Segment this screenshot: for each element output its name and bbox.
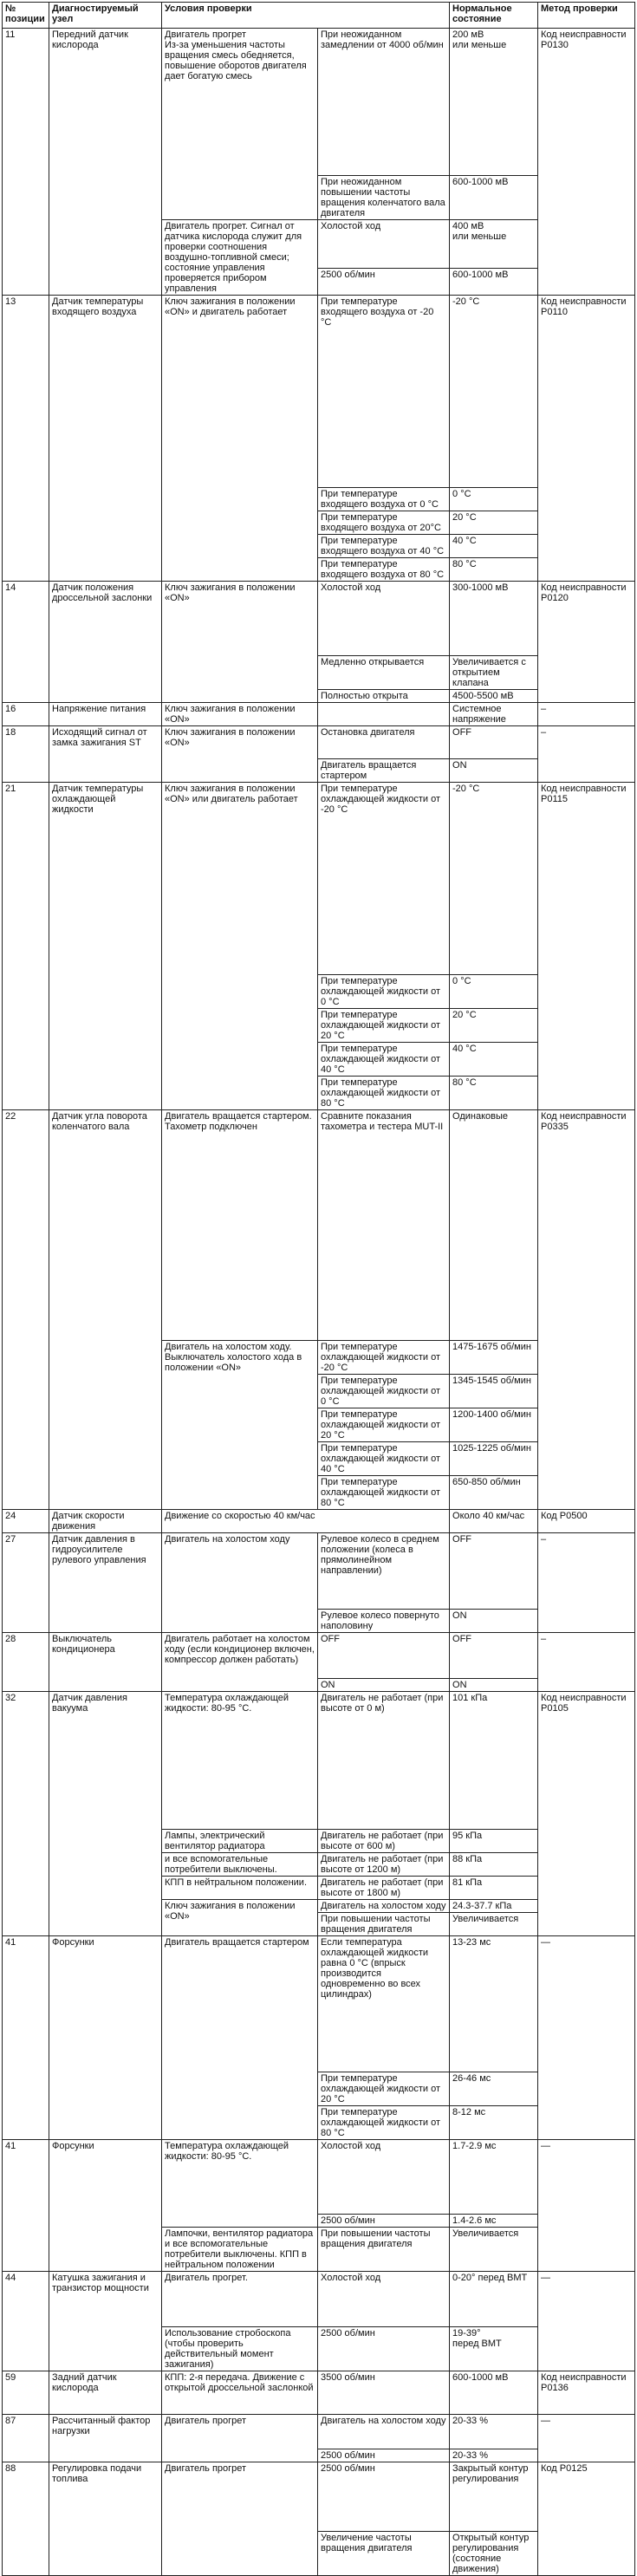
table-cell: При температуре входящего воздуха от -20 °С bbox=[318, 296, 450, 488]
table-body bbox=[3, 29, 635, 2576]
table-cell: 650-850 об/мин bbox=[450, 1476, 538, 1510]
table-cell: Код неисправности Р0130 bbox=[538, 29, 635, 296]
table-cell: При температуре охлаждающей жидкости от 20 °С bbox=[318, 1009, 450, 1043]
table-cell: Код неисправности Р0335 bbox=[538, 1110, 635, 1510]
table-cell: Холостой ход bbox=[318, 220, 450, 269]
table-cell: -20 °С bbox=[450, 783, 538, 975]
table-cell: При температуре охлаждающей жидкости от 0 °С bbox=[318, 1375, 450, 1408]
table-row bbox=[3, 703, 635, 726]
table-cell: Задний датчик кислорода bbox=[49, 2371, 162, 2415]
table-cell: При температуре охлаждающей жидкости от 20 °С bbox=[318, 2072, 450, 2106]
table-cell: Двигатель прогрет. bbox=[162, 2272, 318, 2327]
table-cell: При температуре входящего воздуха от 40 °С bbox=[318, 535, 450, 558]
table-cell: Двигатель не работает (при высоте от 0 м) bbox=[318, 1692, 450, 1830]
table-cell: При неожиданном повышении частоты вращения коленчатого вала двигателя bbox=[318, 176, 450, 220]
table-cell: Код неисправности Р0105 bbox=[538, 1692, 635, 1936]
table-cell: 20-33 % bbox=[450, 2449, 538, 2462]
table-cell: 40 °С bbox=[450, 535, 538, 558]
table-cell: Двигатель вращается стартером. Тахометр подключен bbox=[162, 1110, 318, 1341]
table-cell: Датчик положения дроссельной заслонки bbox=[49, 582, 162, 703]
table-cell: 11 bbox=[3, 29, 49, 296]
table-cell: Код неисправности Р0115 bbox=[538, 783, 635, 1110]
table-cell: Увеличение частоты вращения двигателя bbox=[318, 2532, 450, 2576]
table-header-row bbox=[3, 3, 635, 29]
table-cell: Форсунки bbox=[49, 1936, 162, 2140]
table-cell: 40 °С bbox=[450, 1043, 538, 1077]
table-cell: 28 bbox=[3, 1633, 49, 1692]
table-cell: 1475-1675 об/мин bbox=[450, 1341, 538, 1375]
table-cell: Температура охлаждающей жидкости: 80-95 °С. bbox=[162, 2140, 318, 2228]
table-cell: 2500 об/мин bbox=[318, 2462, 450, 2532]
table-cell: Двигатель работает на холостом ходу (если кондиционер включен, компрессор должен работать) bbox=[162, 1633, 318, 1692]
table-row bbox=[3, 29, 635, 176]
table-cell: Передний датчик кислорода bbox=[49, 29, 162, 296]
table-cell: При повышении частоты вращения двигателя bbox=[318, 1913, 450, 1936]
table-cell: ON bbox=[318, 1679, 450, 1692]
table-cell: При температуре охлаждающей жидкости от 0 °С bbox=[318, 975, 450, 1009]
table-cell: 1.4-2.6 мс bbox=[450, 2215, 538, 2228]
table-cell: 2500 об/мин bbox=[318, 2449, 450, 2462]
table-cell: Холостой ход bbox=[318, 2140, 450, 2215]
table-cell: 0 °С bbox=[450, 488, 538, 511]
table-cell: Полностью открыта bbox=[318, 690, 450, 703]
table-cell: Одинаковые bbox=[450, 1110, 538, 1341]
table-cell: Датчик угла поворота коленчатого вала bbox=[49, 1110, 162, 1510]
table-cell: 22 bbox=[3, 1110, 49, 1510]
table-cell: Использование стробоскопа (чтобы проверить действительный момент зажигания) bbox=[162, 2327, 318, 2371]
table-cell: Холостой ход bbox=[318, 582, 450, 656]
table-cell: 32 bbox=[3, 1692, 49, 1936]
table-row bbox=[3, 2272, 635, 2327]
table-cell: Увеличивается bbox=[450, 1913, 538, 1936]
table-cell: 2500 об/мин bbox=[318, 2215, 450, 2228]
table-cell: Код Р0500 bbox=[538, 1510, 635, 1533]
table-cell: 1.7-2.9 мс bbox=[450, 2140, 538, 2215]
table-cell: 400 мВ или меньше bbox=[450, 220, 538, 269]
table-cell: ON bbox=[450, 1610, 538, 1633]
table-cell: При температуре входящего воздуха от 0 °С bbox=[318, 488, 450, 511]
table-cell: — bbox=[538, 2272, 635, 2371]
table-cell: Двигатель не работает (при высоте от 1200 м) bbox=[318, 1853, 450, 1877]
table-cell: 26-46 мс bbox=[450, 2072, 538, 2106]
header-method: Метод проверки bbox=[538, 3, 635, 29]
table-row bbox=[3, 1510, 635, 1533]
header-unit: Диагностируемый узел bbox=[49, 3, 162, 29]
table-cell: Двигатель на холостом ходу bbox=[162, 1533, 318, 1633]
table-cell: Рассчитанный фактор нагрузки bbox=[49, 2415, 162, 2462]
table-cell: Ключ зажигания в положении «ON» bbox=[162, 1900, 318, 1936]
table-row bbox=[3, 582, 635, 656]
table-cell: 80 °С bbox=[450, 1077, 538, 1110]
table-cell: Двигатель на холостом ходу bbox=[318, 1900, 450, 1913]
table-cell: 600-1000 мВ bbox=[450, 268, 538, 295]
table-cell: 20 °С bbox=[450, 511, 538, 535]
table-cell: 87 bbox=[3, 2415, 49, 2462]
table-cell: 88 кПа bbox=[450, 1853, 538, 1877]
table-cell: Сравните показания тахометра и тестера MUT-II bbox=[318, 1110, 450, 1341]
table-cell: Датчик скорости движения bbox=[49, 1510, 162, 1533]
table-cell: Двигатель прогрет bbox=[162, 2462, 318, 2576]
table-cell: 600-1000 мВ bbox=[450, 2371, 538, 2415]
table-cell: Рулевое колесо повернуто наполовину bbox=[318, 1610, 450, 1633]
table-cell: 4500-5500 мВ bbox=[450, 690, 538, 703]
table-cell: Температура охлаждающей жидкости: 80-95 °С. bbox=[162, 1692, 318, 1830]
table-cell: и все вспомогательные потребители выключены. bbox=[162, 1853, 318, 1877]
table-cell: 44 bbox=[3, 2272, 49, 2371]
table-row bbox=[3, 296, 635, 488]
table-cell: Двигатель не работает (при высоте от 600 м) bbox=[318, 1830, 450, 1853]
table-cell: ON bbox=[450, 1679, 538, 1692]
table-row bbox=[3, 1692, 635, 1830]
table-cell: При температуре охлаждающей жидкости от 80 °С bbox=[318, 1476, 450, 1510]
table-row bbox=[3, 2371, 635, 2415]
table-cell: Двигатель не работает (при высоте от 1800 м) bbox=[318, 1877, 450, 1900]
table-cell: При температуре охлаждающей жидкости от 40 °С bbox=[318, 1442, 450, 1476]
table-cell: При повышении частоты вращения двигателя bbox=[318, 2228, 450, 2272]
table-cell: Выключатель кондиционера bbox=[49, 1633, 162, 1692]
table-cell: Двигатель вращается стартером bbox=[162, 1936, 318, 2140]
table-cell: 88 bbox=[3, 2462, 49, 2576]
table-cell: Двигатель вращается стартером bbox=[318, 759, 450, 783]
table-cell: 41 bbox=[3, 1936, 49, 2140]
table-row bbox=[3, 1633, 635, 1679]
table-cell: Системное напряжение bbox=[450, 703, 538, 726]
table-cell: 1025-1225 об/мин bbox=[450, 1442, 538, 1476]
table-cell: Лампы, электрический вентилятор радиатора bbox=[162, 1830, 318, 1853]
table-cell: Датчик давления в гидроусилителе рулевого управления bbox=[49, 1533, 162, 1633]
table-cell: Увеличивается bbox=[450, 2228, 538, 2272]
table-cell: OFF bbox=[450, 1633, 538, 1679]
table-cell: Регулировка подачи топлива bbox=[49, 2462, 162, 2576]
table-cell: – bbox=[538, 703, 635, 726]
table-cell: Увеличивается с открытием клапана bbox=[450, 656, 538, 690]
header-position: № позиции bbox=[3, 3, 49, 29]
table-cell: Двигатель прогрет bbox=[162, 2415, 318, 2462]
table-cell: 1200-1400 об/мин bbox=[450, 1408, 538, 1442]
table-cell bbox=[318, 703, 450, 726]
table-cell: 95 кПа bbox=[450, 1830, 538, 1853]
table-cell: 13 bbox=[3, 296, 49, 582]
table-cell: 13-23 мс bbox=[450, 1936, 538, 2072]
table-cell: Ключ зажигания в положении «ON» bbox=[162, 582, 318, 703]
table-cell: Медленно открывается bbox=[318, 656, 450, 690]
table-cell: 19-39° перед ВМТ bbox=[450, 2327, 538, 2371]
table-cell: При температуре охлаждающей жидкости от 80 °С bbox=[318, 1077, 450, 1110]
table-cell: Код Р0125 bbox=[538, 2462, 635, 2576]
table-row bbox=[3, 726, 635, 759]
table-cell: 200 мВ или меньше bbox=[450, 29, 538, 176]
table-cell: Закрытый контур регулирования bbox=[450, 2462, 538, 2532]
table-cell: 59 bbox=[3, 2371, 49, 2415]
table-row bbox=[3, 1110, 635, 1341]
table-cell: 0 °С bbox=[450, 975, 538, 1009]
table-cell: ON bbox=[450, 759, 538, 783]
table-cell: 14 bbox=[3, 582, 49, 703]
table-cell: 3500 об/мин bbox=[318, 2371, 450, 2415]
table-cell: Двигатель на холостом ходу bbox=[318, 2415, 450, 2449]
table-cell: 0-20° перед ВМТ bbox=[450, 2272, 538, 2327]
table-cell: Движение со скоростью 40 км/час bbox=[162, 1510, 450, 1533]
table-cell: Форсунки bbox=[49, 2140, 162, 2272]
table-cell: Напряжение питания bbox=[49, 703, 162, 726]
table-cell: 24 bbox=[3, 1510, 49, 1533]
table-cell: Датчик давления вакуума bbox=[49, 1692, 162, 1936]
table-cell: 24.3-37.7 кПа bbox=[450, 1900, 538, 1913]
header-conditions: Условия проверки bbox=[162, 3, 450, 29]
table-row bbox=[3, 1533, 635, 1610]
table-cell: Холостой ход bbox=[318, 2272, 450, 2327]
table-cell: OFF bbox=[450, 726, 538, 759]
table-cell: — bbox=[538, 2415, 635, 2462]
table-cell: Двигатель на холостом ходу. Выключатель холостого хода в положении «ON» bbox=[162, 1341, 318, 1510]
table-cell: Двигатель прогрет Из-за уменьшения частоты вращения смесь обедняется, повышение оборотов двигателя дает богатую смесь bbox=[162, 29, 318, 220]
table-cell: 81 кПа bbox=[450, 1877, 538, 1900]
table-cell: 21 bbox=[3, 783, 49, 1110]
table-cell: 101 кПа bbox=[450, 1692, 538, 1830]
table-cell: Исходящий сигнал от замка зажигания ST bbox=[49, 726, 162, 783]
table-cell: Двигатель прогрет. Сигнал от датчика кислорода служит для проверки соотношения воздушно-топливной смеси; состояние управления проверяется прибором управления bbox=[162, 220, 318, 296]
table-cell: 16 bbox=[3, 703, 49, 726]
table-cell: При температуре охлаждающей жидкости от -20 °С bbox=[318, 1341, 450, 1375]
table-cell: При температуре охлаждающей жидкости от 20 °С bbox=[318, 1408, 450, 1442]
table-cell: При температуре входящего воздуха от 80 °С bbox=[318, 558, 450, 582]
table-cell: Код неисправности Р0110 bbox=[538, 296, 635, 582]
table-cell: При неожиданном замедлении от 4000 об/мин bbox=[318, 29, 450, 176]
table-cell: Код неисправности Р0136 bbox=[538, 2371, 635, 2415]
table-cell: При температуре входящего воздуха от 20°С bbox=[318, 511, 450, 535]
diagnostic-table bbox=[2, 2, 635, 2576]
table-cell: Лампочки, вентилятор радиатора и все вспомогательные потребители выключены. КПП в нейтральном положении bbox=[162, 2228, 318, 2272]
table-cell: Рулевое колесо в среднем положении (колеса в прямолинейном направлении) bbox=[318, 1533, 450, 1610]
table-row bbox=[3, 1936, 635, 2072]
table-cell: – bbox=[538, 1533, 635, 1633]
table-cell: OFF bbox=[450, 1533, 538, 1610]
table-cell: 300-1000 мВ bbox=[450, 582, 538, 656]
table-cell: — bbox=[538, 2140, 635, 2272]
table-cell: OFF bbox=[318, 1633, 450, 1679]
table-cell: 1345-1545 об/мин bbox=[450, 1375, 538, 1408]
table-cell: Если температура охлаждающей жидкости равна 0 °С (впрыск производится одновременно во всех цилиндрах) bbox=[318, 1936, 450, 2072]
table-cell: Датчик температуры охлаждающей жидкости bbox=[49, 783, 162, 1110]
table-cell: Открытый контур регулирования (состояние движения) bbox=[450, 2532, 538, 2576]
table-cell: 2500 об/мин bbox=[318, 268, 450, 295]
table-cell: Ключ зажигания в положении «ON» и двигатель работает bbox=[162, 296, 318, 582]
table-cell: Остановка двигателя bbox=[318, 726, 450, 759]
table-cell: 18 bbox=[3, 726, 49, 783]
table-cell: Около 40 км/час bbox=[450, 1510, 538, 1533]
table-cell: Ключ зажигания в положении «ON» или двигатель работает bbox=[162, 783, 318, 1110]
table-cell: Ключ зажигания в положении «ON» bbox=[162, 703, 318, 726]
table-cell: 27 bbox=[3, 1533, 49, 1633]
table-cell: Катушка зажигания и транзистор мощности bbox=[49, 2272, 162, 2371]
table-cell: 20 °С bbox=[450, 1009, 538, 1043]
table-cell: — bbox=[538, 1936, 635, 2140]
table-cell: Код неисправности Р0120 bbox=[538, 582, 635, 703]
table-cell: 8-12 мс bbox=[450, 2106, 538, 2140]
table-row bbox=[3, 2415, 635, 2449]
table-cell: -20 °С bbox=[450, 296, 538, 488]
table-row bbox=[3, 783, 635, 975]
table-cell: 20-33 % bbox=[450, 2415, 538, 2449]
table-cell: При температуре охлаждающей жидкости от 80 °С bbox=[318, 2106, 450, 2140]
table-cell: КПП в нейтральном положении. bbox=[162, 1877, 318, 1900]
table-cell: Ключ зажигания в положении «ON» bbox=[162, 726, 318, 783]
table-cell: 41 bbox=[3, 2140, 49, 2272]
table-cell: Датчик температуры входящего воздуха bbox=[49, 296, 162, 582]
table-cell: 600-1000 мВ bbox=[450, 176, 538, 220]
table-row bbox=[3, 2462, 635, 2532]
table-cell: – bbox=[538, 1633, 635, 1692]
table-cell: 80 °С bbox=[450, 558, 538, 582]
table-cell: – bbox=[538, 726, 635, 783]
table-cell: При температуре охлаждающей жидкости от -20 °С bbox=[318, 783, 450, 975]
table-cell: При температуре охлаждающей жидкости от 40 °С bbox=[318, 1043, 450, 1077]
table-cell: 2500 об/мин bbox=[318, 2327, 450, 2371]
table-row bbox=[3, 2140, 635, 2215]
table-cell: КПП: 2-я передача. Движение с открытой дроссельной заслонкой bbox=[162, 2371, 318, 2415]
header-normal-state: Нормальное состояние bbox=[450, 3, 538, 29]
